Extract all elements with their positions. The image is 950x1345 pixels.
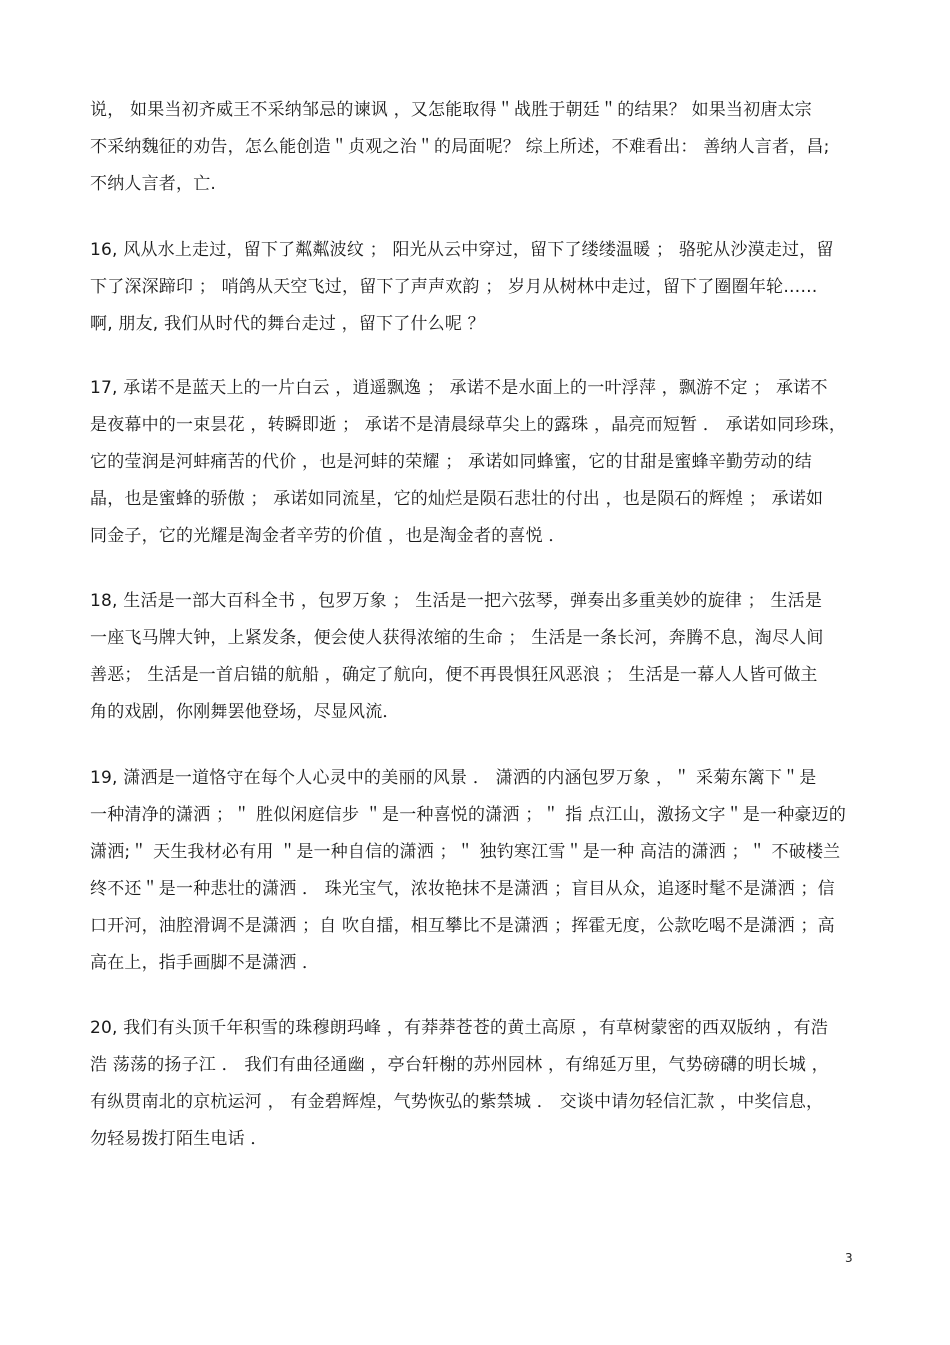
text-line: 下了深深蹄印 ； 哨鸽从天空飞过，留下了声声欢韵 ； 岁月从树林中走过，留下了圈圈年轮…… <box>90 277 818 297</box>
text-line: 角的戏剧，你刚舞罢他登场，尽显风流． <box>90 702 400 722</box>
paragraph-20 <box>90 1010 880 1158</box>
text-line: 说， 如果当初齐威王不采纳邹忌的谏讽 ，又怎能取得＂战胜于朝廷＂的结果？ 如果当初唐太宗 <box>90 100 813 120</box>
text-line: 它的莹润是河蚌痛苦的代价 ，也是河蚌的荣耀 ； 承诺如同蜂蜜，它的甘甜是蜜蜂辛勤劳动的结 <box>90 452 813 472</box>
text-line: 浩 荡荡的扬子江 ． 我们有曲径通幽 ，亭台轩榭的苏州园林 ，有绵延万里，气势磅礴的明长城 ， <box>90 1055 829 1075</box>
text-line: 终不还＂是一种悲壮的潇洒 ． 珠光宝气，浓妆艳抹不是潇洒 ；盲目从众，追逐时髦不是潇洒 ；信 <box>90 879 835 899</box>
text-line: 勿轻易拨打陌生电话 ． <box>90 1129 268 1149</box>
text-line: 善恶； 生活是一首启锚的航船 ，确定了航向，便不再畏惧狂风恶浪 ； 生活是一幕人人皆可做主 <box>90 665 818 685</box>
text-line: 一种清净的潇洒 ；＂ 胜似闲庭信步 ＂是一种喜悦的潇洒 ；＂ 指 点江山，激扬文字＂是一种豪迈的 <box>90 805 847 825</box>
text-line: 16, 风从水上走过，留下了粼粼波纹 ； 阳光从云中穿过，留下了缕缕温暖 ； 骆驼从沙漠走过，留 <box>90 240 834 260</box>
text-line: 晶，也是蜜蜂的骄傲 ； 承诺如同流星，它的灿烂是陨石悲壮的付出 ，也是陨石的辉煌 ； 承诺如 <box>90 489 824 509</box>
text-line: 20, 我们有头顶千年积雪的珠穆朗玛峰 ，有莽莽苍苍的黄土高原 ，有草树蒙密的西双版纳 ，有浩 <box>90 1018 829 1038</box>
text-line: 17, 承诺不是蓝天上的一片白云 ，逍遥飘逸 ； 承诺不是水面上的一叶浮萍 ，飘游不定 ； 承诺不 <box>90 378 828 398</box>
text-line: 19, 潇洒是一道恪守在每个人心灵中的美丽的风景 ． 潇洒的内涵包罗万象 ，＂ 采菊东篱下＂是 <box>90 768 817 788</box>
text-line: 高在上，指手画脚不是潇洒 ． <box>90 953 320 973</box>
text-line: 一座飞马牌大钟，上紧发条，便会使人获得浓缩的生命 ； 生活是一条长河，奔腾不息，淘尽人间 <box>90 628 824 648</box>
paragraph-18 <box>90 583 880 731</box>
text-line: 有纵贯南北的京杭运河 ， 有金碧辉煌，气势恢弘的紫禁城 ． 交谈中请勿轻信汇款 ，中奖信息， <box>90 1092 824 1112</box>
text-line: 口开河，油腔滑调不是潇洒 ；自 吹自擂，相互攀比不是潇洒 ；挥霍无度，公款吃喝不是潇洒 ；高 <box>90 916 835 936</box>
text-line: 不纳人言者，亡. <box>90 174 217 194</box>
paragraph-17 <box>90 370 880 555</box>
text-line: 18, 生活是一部大百科全书 ，包罗万象 ； 生活是一把六弦琴，弹奏出多重美妙的旋律 ； 生活是 <box>90 591 823 611</box>
text-line: 啊, 朋友, 我们从时代的舞台走过 ，留下了什么呢 ？ <box>90 314 485 334</box>
paragraph-16 <box>90 232 880 343</box>
text-line: 潇洒;＂ 天生我材必有用 ＂是一种自信的潇洒 ；＂ 独钓寒江雪＂是一种 高洁的潇洒 ；＂ 不破楼兰 <box>90 842 841 862</box>
paragraph-19 <box>90 760 880 982</box>
paragraph-15-continued <box>90 92 880 203</box>
text-line: 同金子，它的光耀是淘金者辛劳的价值 ，也是淘金者的喜悦 ． <box>90 526 566 546</box>
text-line: 不采纳魏征的劝告，怎么能创造＂贞观之治＂的局面呢？ 综上所述，不难看出： 善纳人言者，昌; <box>90 137 830 157</box>
text-line: 是夜幕中的一束昙花 ，转瞬即逝 ； 承诺不是清晨绿草尖上的露珠 ，晶亮而短暂 ． 承诺如同珍珠， <box>90 415 847 435</box>
page-number: 3 <box>845 1251 853 1265</box>
